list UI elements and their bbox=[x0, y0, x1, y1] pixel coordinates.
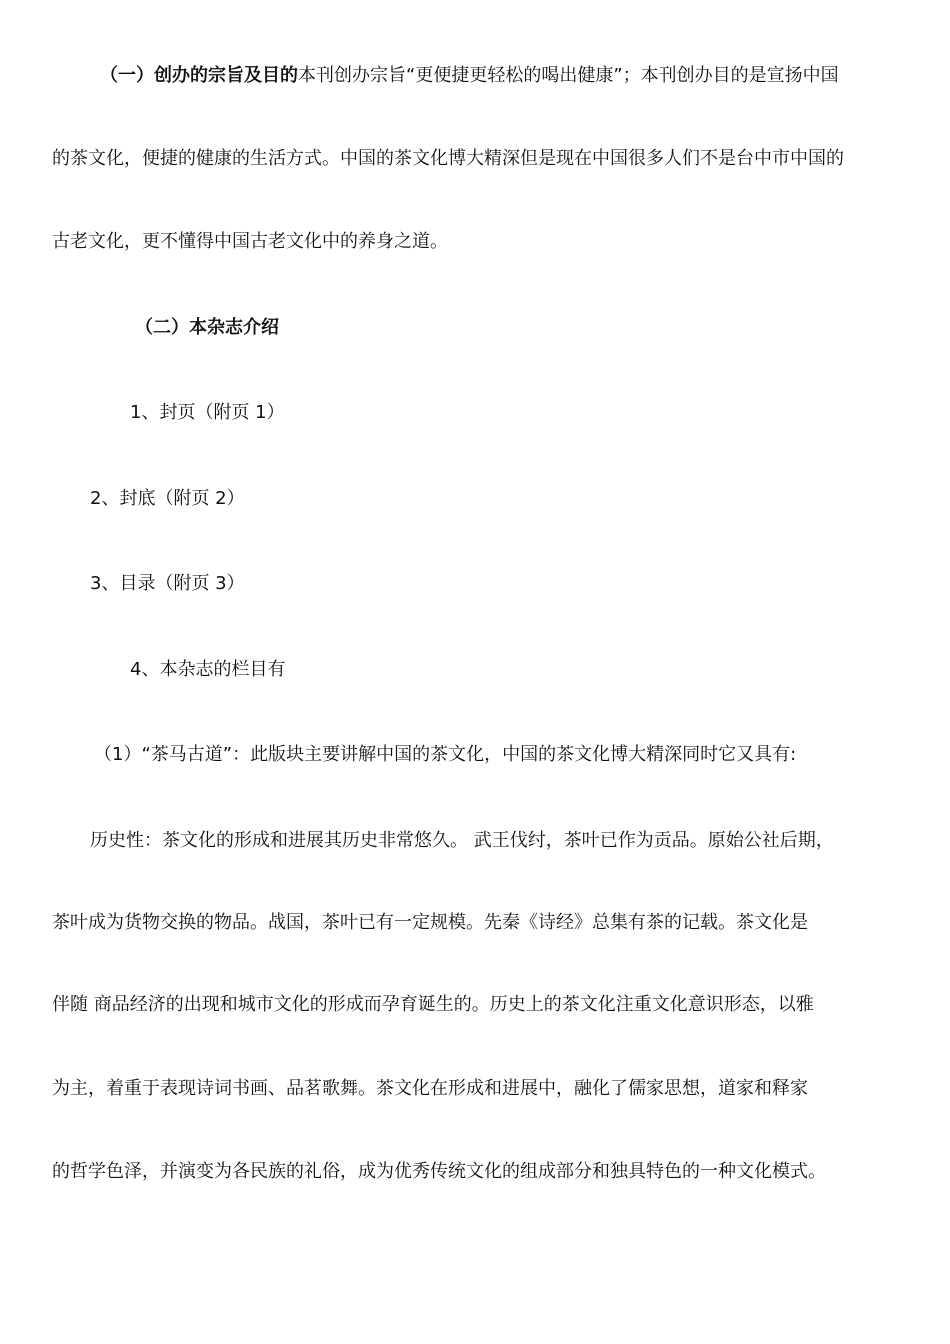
list-item-cover: 1、封页（附页 1） bbox=[130, 402, 285, 423]
history-line-2: 茶叶成为货物交换的物品。战国，茶叶已有一定规模。先秦《诗经》总集有茶的记载。茶文化是 bbox=[52, 912, 808, 933]
list-item-contents: 3、目录（附页 3） bbox=[90, 573, 245, 594]
section1-line1-text: 本刊创办宗旨“更便捷更轻松的喝出健康”；本刊创办目的是宣扬中国 bbox=[298, 65, 839, 86]
history-line-1: 历史性：茶文化的形成和进展其历史非常悠久。 武王伐纣，茶叶已作为贡品。原始公社后期， bbox=[90, 830, 834, 851]
list-item-back-cover: 2、封底（附页 2） bbox=[90, 488, 245, 509]
history-line-5: 的哲学色泽，并演变为各民族的礼俗，成为优秀传统文化的组成部分和独具特色的一种文化模式。 bbox=[52, 1161, 826, 1182]
section1-line3: 古老文化，更不懂得中国古老文化中的养身之道。 bbox=[52, 231, 448, 252]
section1-line1 bbox=[100, 62, 900, 90]
history-line-4: 为主，着重于表现诗词书画、品茗歌舞。茶文化在形成和进展中，融化了儒家思想，道家和释家 bbox=[52, 1078, 808, 1099]
column1-intro: （1）“茶马古道”：此版块主要讲解中国的茶文化，中国的茶文化博大精深同时它又具有: bbox=[94, 744, 797, 765]
section1-heading: （一）创办的宗旨及目的 bbox=[100, 65, 298, 86]
section1-line2: 的茶文化，便捷的健康的生活方式。中国的茶文化博大精深但是现在中国很多人们不是台中市中国的 bbox=[52, 148, 844, 169]
section2-heading: （二）本杂志介绍 bbox=[135, 317, 279, 338]
history-line-3: 伴随 商品经济的出现和城市文化的形成而孕育诞生的。历史上的茶文化注重文化意识形态，以雅 bbox=[52, 994, 814, 1015]
list-item-columns: 4、本杂志的栏目有 bbox=[130, 659, 286, 680]
